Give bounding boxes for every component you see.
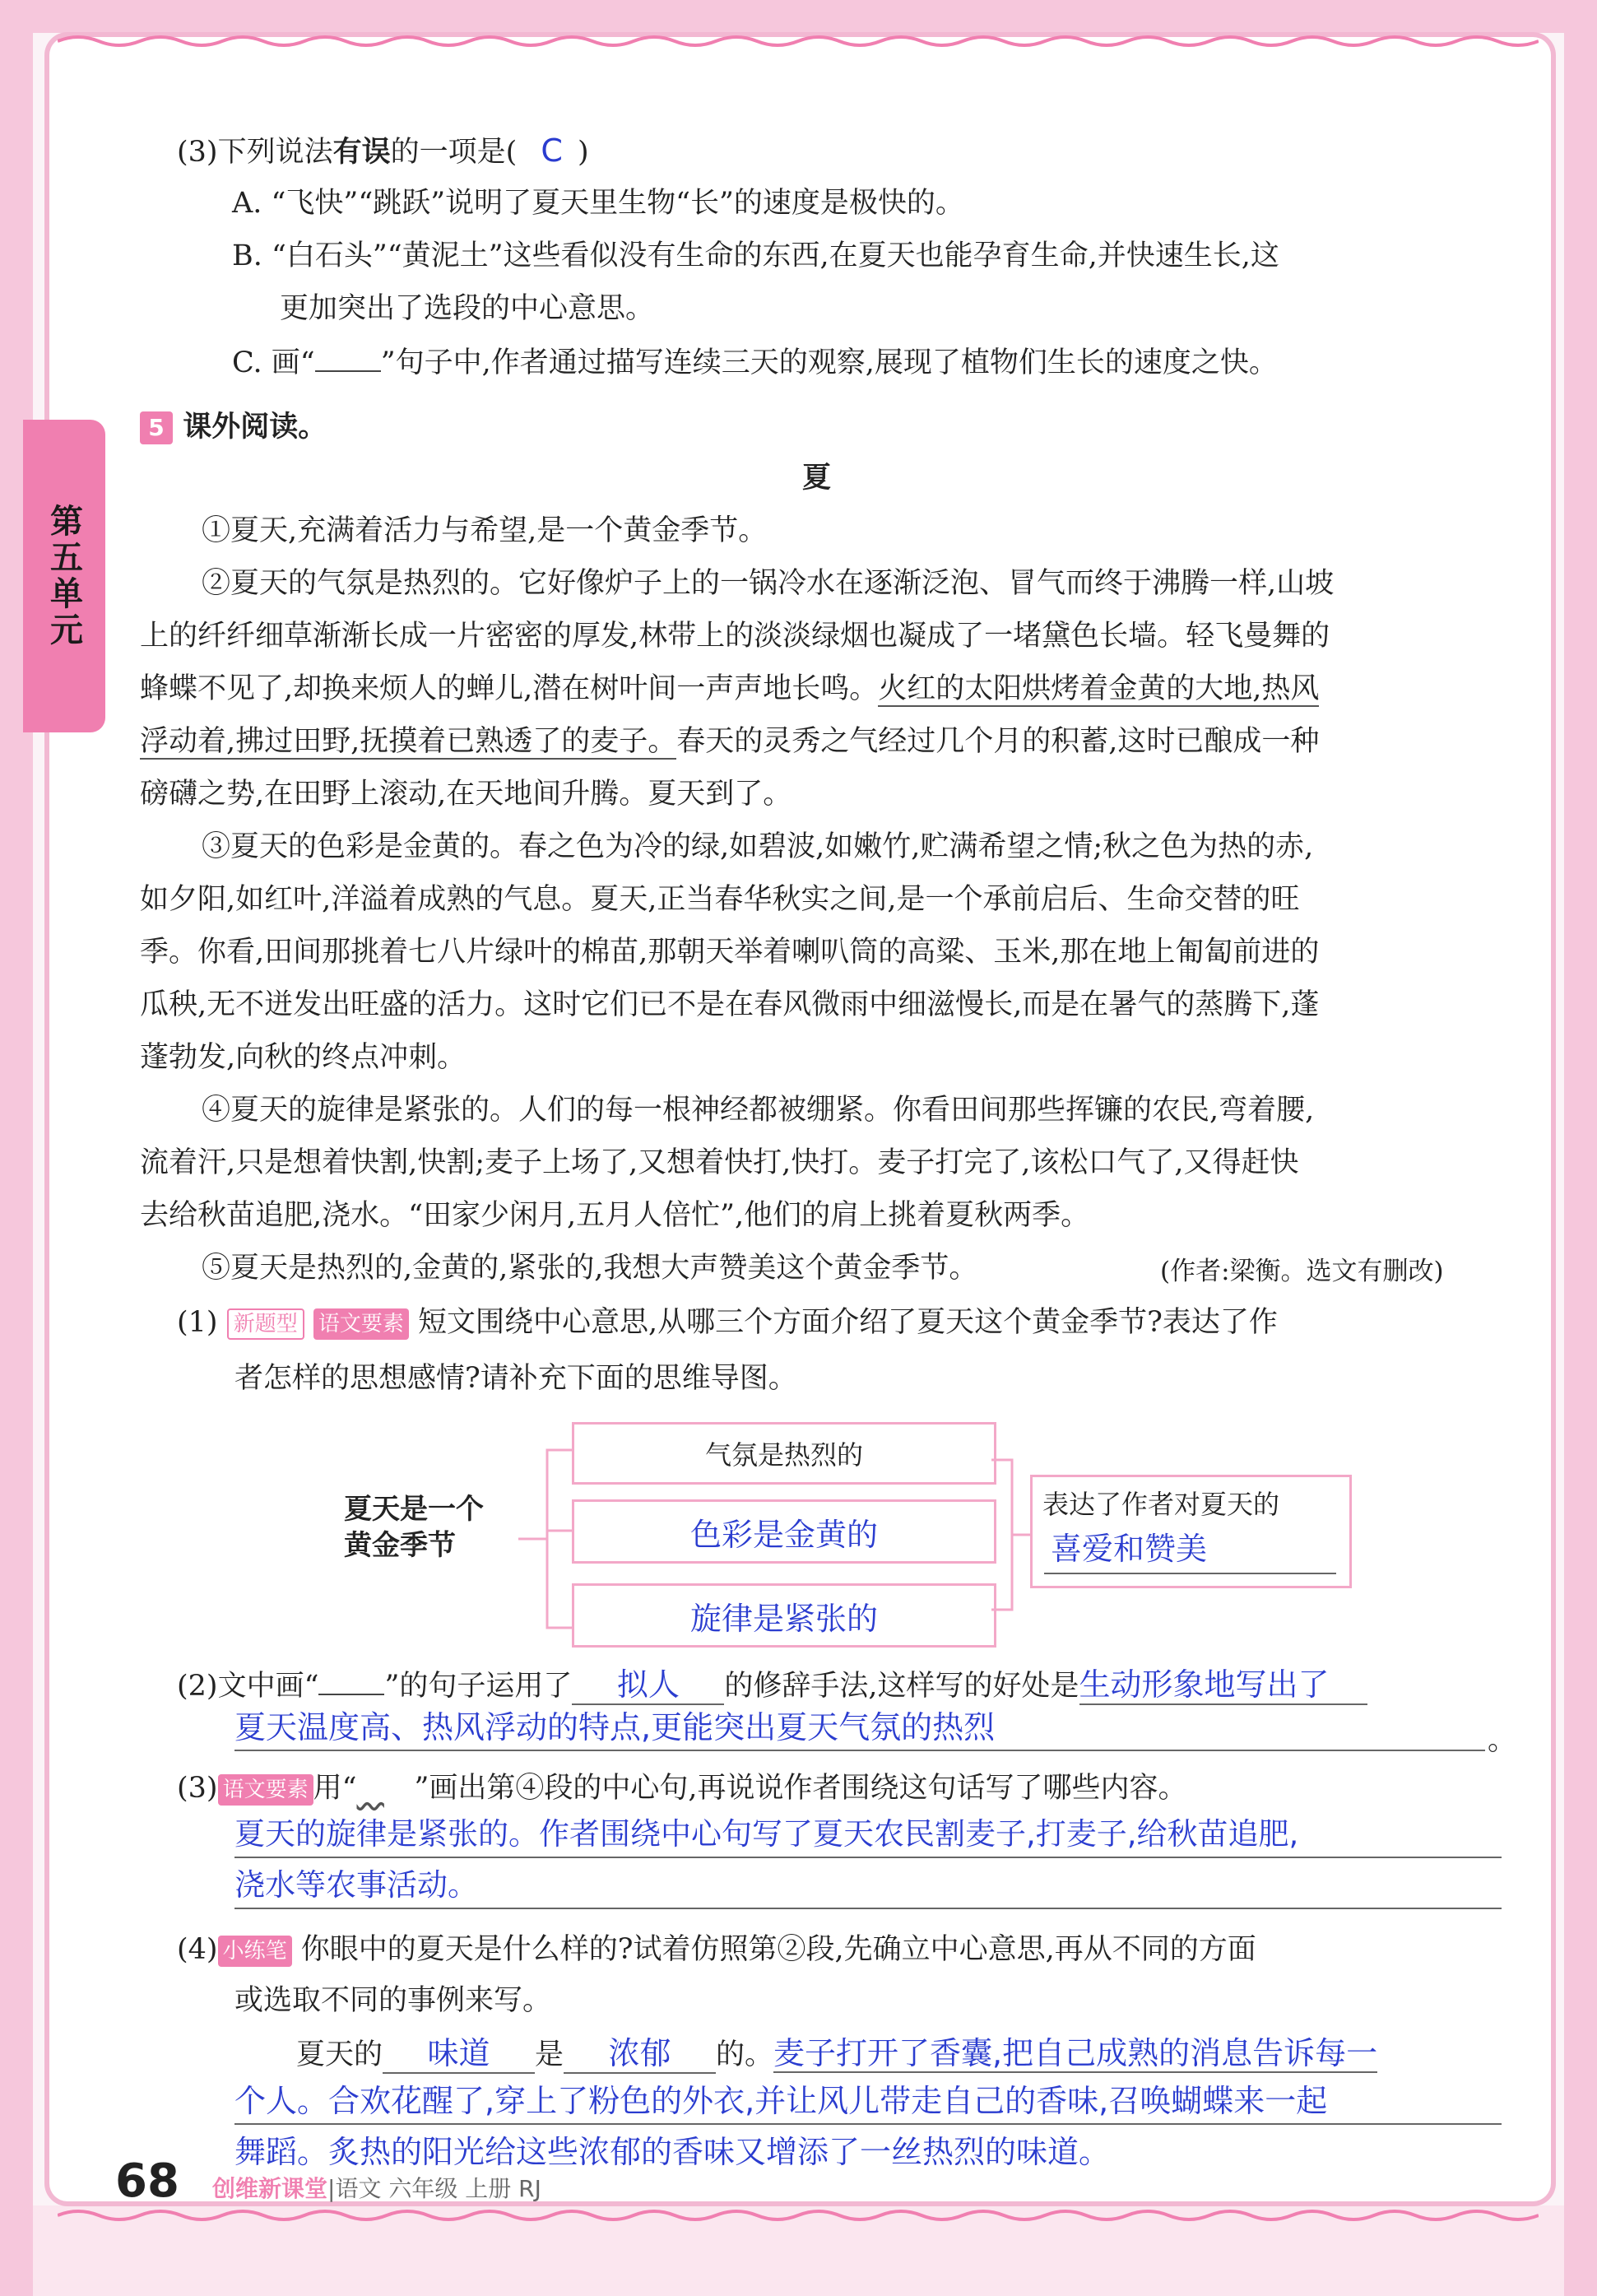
q3-text-b: ”画出第④段的中心句,再说说作者围绕这句话写了哪些内容。 xyxy=(414,1772,1187,1805)
passage-p1: ①夏天,充满着活力与希望,是一个黄金季节。 xyxy=(202,514,768,547)
wavy-line-symbol xyxy=(357,1769,415,1807)
tag-practice-writing: 小练笔 xyxy=(218,1936,292,1967)
q4-fill-a: 夏天的 xyxy=(296,2038,383,2071)
answer-underline xyxy=(1044,1573,1336,1574)
q2-mid1: ”的句子运用了 xyxy=(384,1670,573,1703)
answer-underline xyxy=(234,1857,1502,1858)
footer-book-info xyxy=(212,2171,541,2204)
unit-side-tab: 第五单元 xyxy=(23,420,105,732)
q4-answer-line1 xyxy=(296,2034,1377,2074)
page-frame-left xyxy=(0,0,33,2296)
passage-p2-line5: 磅礴之势,在田野上滚动,在天地间升腾。夏天到了。 xyxy=(140,778,792,811)
prev-q3-stem xyxy=(177,132,589,171)
mindmap-result-answer: 喜爱和赞美 xyxy=(1051,1531,1208,1567)
q4-answer-text-line1: 麦子打开了香囊,把自己成熟的消息告诉每一 xyxy=(773,2035,1378,2071)
wave-border-top xyxy=(58,33,1539,49)
passage-p4-line1: ④夏天的旋律是紧张的。人们的每一根神经都被绷紧。你看田间那些挥镰的农民,弯着腰, xyxy=(202,1094,1315,1127)
q4-answer-a: 味道 xyxy=(383,2034,535,2074)
straight-line-symbol xyxy=(315,370,381,372)
passage-p2-line2: 上的纤纤细草渐渐长成一片密密的厚发,林带上的淡淡绿烟也凝成了一堵黛色长墙。轻飞曼舞的 xyxy=(140,620,1330,653)
mindmap-brace-right xyxy=(991,1457,1033,1613)
answer-underline xyxy=(234,1908,1502,1909)
mindmap-center-line2: 黄金季节 xyxy=(344,1529,456,1562)
prev-q3-option-a: A. “飞快”“跳跃”说明了夏天里生物“长”的速度是极快的。 xyxy=(232,187,964,220)
section-5-heading xyxy=(140,408,327,446)
passage-p2-line3-plain: 蜂蝶不见了,却换来烦人的蝉儿,潜在树叶间一声声地长鸣。 xyxy=(140,672,879,705)
passage-source: (作者:梁衡。选文有删改) xyxy=(1160,1257,1444,1286)
q1-stem-line1 xyxy=(177,1304,1278,1341)
answer-underline xyxy=(234,2123,1502,2125)
tag-language-element: 语文要素 xyxy=(313,1308,409,1340)
q4-answer-text-line3: 舞蹈。炙热的阳光给这些浓郁的香味又增添了一丝热烈的味道。 xyxy=(234,2134,1111,2170)
passage-p3-line5: 蓬勃发,向秋的终点冲刺。 xyxy=(140,1041,467,1074)
q4-stem-line1 xyxy=(177,1931,1256,1968)
prev-q3-option-b-line2: 更加突出了选段的中心意思。 xyxy=(280,292,655,325)
passage-underlined-sentence-part2: 浮动着,拂过田野,抚摸着已熟透了的麦子。 xyxy=(140,725,677,758)
mindmap-result-prompt: 表达了作者对夏天的 xyxy=(1042,1489,1280,1520)
q2-answer-rhetoric: 拟人 xyxy=(572,1666,724,1705)
mindmap-branch-3-answer: 旋律是紧张的 xyxy=(572,1583,996,1648)
mindmap-center-line1: 夏天是一个 xyxy=(344,1493,484,1526)
prev-q3-option-c-prefix: C. 画“ xyxy=(232,346,315,379)
q3-stem xyxy=(177,1769,1187,1807)
q4-answer-b: 浓郁 xyxy=(564,2034,716,2074)
page-frame-top xyxy=(0,0,1597,33)
passage-underlined-sentence-part1: 火红的太阳烘烤着金黄的大地,热风 xyxy=(878,672,1320,705)
q3-number: (3) xyxy=(177,1772,218,1805)
q3-answer-line2: 浇水等农事活动。 xyxy=(234,1867,478,1903)
tag-language-element: 语文要素 xyxy=(218,1774,313,1806)
footer-brand: 创维新课堂 xyxy=(212,2175,328,2202)
q2-end: 。 xyxy=(1488,1724,1517,1757)
page-number: 68 xyxy=(115,2154,179,2208)
q4-stem-line2: 或选取不同的事例来写。 xyxy=(234,1984,552,2017)
mindmap-result-box xyxy=(1030,1475,1352,1588)
section-number-badge: 5 xyxy=(140,411,173,444)
straight-line-symbol xyxy=(318,1694,384,1695)
page-frame-right xyxy=(1564,0,1597,2296)
q2-mid2: 的修辞手法,这样写的好处是 xyxy=(724,1670,1079,1703)
prev-q3-option-c xyxy=(232,344,1278,382)
q1-stem-line2: 者怎样的思想感情?请补充下面的思维导图。 xyxy=(234,1362,797,1395)
passage-p2-line3 xyxy=(140,670,1319,708)
q4-text-line1: 你眼中的夏天是什么样的?试着仿照第②段,先确立中心意思,再从不同的方面 xyxy=(300,1933,1256,1966)
prev-q3-stem-close: ) xyxy=(577,136,589,169)
mindmap-branch-1: 气氛是热烈的 xyxy=(572,1422,996,1485)
mindmap-center xyxy=(344,1491,525,1564)
mindmap-branch-2-answer: 色彩是金黄的 xyxy=(572,1499,996,1564)
passage-p3-line4: 瓜秧,无不迸发出旺盛的活力。这时它们已不是在春风微雨中细滋慢长,而是在暑气的蒸腾下,蓬 xyxy=(140,988,1320,1021)
answer-underline xyxy=(234,1750,1485,1751)
passage-p3-line1: ③夏天的色彩是金黄的。春之色为冷的绿,如碧波,如嫩竹,贮满希望之情;秋之色为热的赤, xyxy=(202,830,1314,863)
passage-p2-line4 xyxy=(140,723,1319,760)
prev-q3-option-c-suffix: ”句子中,作者通过描写连续三天的观察,展现了植物们生长的速度之快。 xyxy=(380,346,1278,379)
q1-text-line1: 短文围绕中心意思,从哪三个方面介绍了夏天这个黄金季节?表达了作 xyxy=(418,1306,1278,1339)
q4-fill-b: 是 xyxy=(535,2038,564,2071)
section-title: 课外阅读。 xyxy=(183,411,327,444)
q2-line1 xyxy=(177,1666,1367,1705)
q4-fill-c: 的。 xyxy=(716,2038,774,2071)
q1-number: (1) xyxy=(177,1306,218,1339)
q4-number: (4) xyxy=(177,1933,218,1966)
q4-answer-text-line2: 个人。合欢花醒了,穿上了粉色的外衣,并让风儿带走自己的香味,召唤蝴蝶来一起 xyxy=(234,2083,1328,2119)
tag-new-question-type: 新题型 xyxy=(227,1308,304,1340)
q2-answer-effect-line2: 夏天温度高、热风浮动的特点,更能突出夏天气氛的热烈 xyxy=(234,1709,996,1745)
prev-q3-answer: C xyxy=(541,132,563,169)
q3-text-a: 用“ xyxy=(313,1772,357,1805)
passage-p3-line2: 如夕阳,如红叶,洋溢着成熟的气息。夏天,正当春华秋实之间,是一个承前启后、生命交替的旺 xyxy=(140,883,1300,916)
prev-q3-option-b-line1: B. “白石头”“黄泥土”这些看似没有生命的东西,在夏天也能孕育生命,并快速生长,这 xyxy=(232,239,1279,272)
passage-p2-line4-plain: 春天的灵秀之气经过几个月的积蓄,这时已酿成一种 xyxy=(676,725,1320,758)
q2-answer-effect-line1: 生动形象地写出了 xyxy=(1079,1666,1367,1705)
prev-q3-stem-suffix: 的一项是( xyxy=(390,136,518,169)
footer-info: |语文 六年级 上册 RJ xyxy=(327,2175,541,2202)
passage-p4-line3: 去给秋苗追肥,浇水。“田家少闲月,五月人倍忙”,他们的肩上挑着夏秋两季。 xyxy=(140,1199,1090,1232)
prev-q3-stem-bold: 有误 xyxy=(332,135,391,169)
q3-answer-line1: 夏天的旋律是紧张的。作者围绕中心句写了夏天农民割麦子,打麦子,给秋苗追肥, xyxy=(234,1816,1299,1852)
passage-p3-line3: 季。你看,田间那挑着七八片绿叶的棉苗,那朝天举着喇叭筒的高粱、玉米,那在地上匍匐前进的 xyxy=(140,936,1320,969)
passage-p4-line2: 流着汗,只是想着快割,快割;麦子上场了,又想着快打,快打。麦子打完了,该松口气了,又得赶快 xyxy=(140,1146,1299,1179)
prev-q3-stem-prefix: (3)下列说法 xyxy=(177,136,333,169)
q2-prefix: (2)文中画“ xyxy=(177,1670,319,1703)
passage-p2-line1: ②夏天的气氛是热烈的。它好像炉子上的一锅冷水在逐渐泛泡、冒气而终于沸腾一样,山坡 xyxy=(202,567,1335,600)
wave-border-bottom xyxy=(58,2207,1539,2224)
passage-title: 夏 xyxy=(802,462,832,495)
passage-p5: ⑤夏天是热烈的,金黄的,紧张的,我想大声赞美这个黄金季节。 xyxy=(202,1252,978,1285)
